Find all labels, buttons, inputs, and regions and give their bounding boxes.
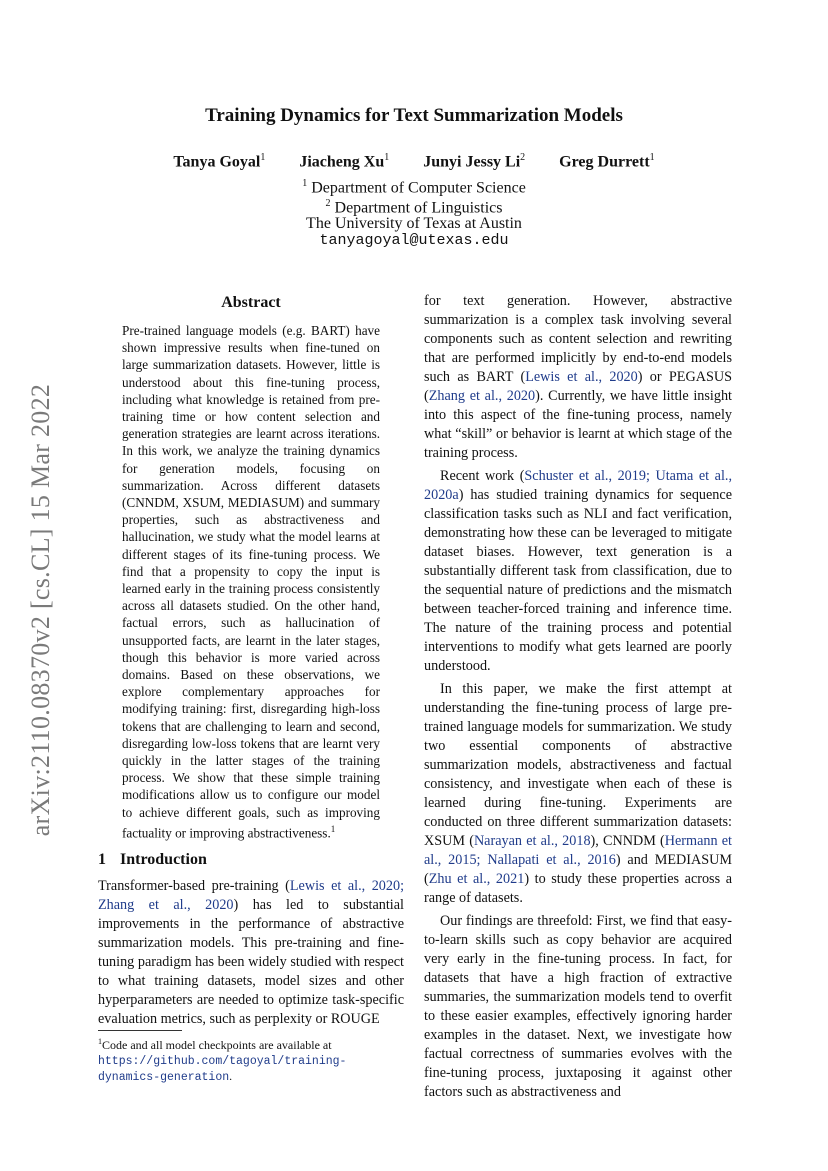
footnote: $^1$Code and all model checkpoints are available at https://github.com/tagoyal/training-dynamics-generation. (98, 1037, 347, 1084)
citation-link[interactable]: Hermann et al., 2015; Nallapati et al., 2016 (424, 833, 732, 868)
author: Tanya Goyal$^1$ (173, 152, 266, 171)
left-column (98, 292, 404, 1029)
right-column (424, 292, 732, 1102)
intro-paragraph: Transformer-based pre-training (Lewis et al., 2020; Zhang et al., 2020) has led to substantial improvements in the performance of abstractive summarization models. This pre-training and fine-tuning paradigm has been widely studied with respect to what training datasets, model sizes and other hyperparameters are needed to optimize task-specific evaluation metrics, such as perplexity or ROUGE (98, 878, 405, 1028)
abstract-text: Pre-trained language models (e.g. BART) have shown impressive results when fine-tuned on large summarization datasets. However, little is understood about this fine-tuning process, including what knowledge is retained from pre-training time or how content selection and generation strategies are learnt across iterations. In this work, we analyze the training dynamics for generation models, focusing on summarization. Across different datasets (CNNDM, XSUM, MEDIASUM) and summary properties, such as abstractiveness and hallucination, we study what the model learns at different stages of its fine-tuning process. We find that a propensity to copy the input is learned early in the training process consistently across all datasets studied. On the other hand, factual errors, such as hallucination of unsupported facts, are learnt in the later stages, though this behavior is more varied across domains. Based on these observations, we explore complementary approaches for modifying training: first, disregarding high-loss tokens that are challenging to learn and second, disregarding low-loss tokens that are learnt very quickly in the latter stages of the training process. We show that these simple training modifications allow us to configure our model to achieve different goals, such as improving factuality or improving abstractiveness.$^1$ (122, 323, 380, 841)
code-repository-link[interactable]: https://github.com/tagoyal/training-dynamics-generation (98, 1055, 347, 1084)
abstract-heading: Abstract (221, 294, 281, 311)
footnote-marker: 1 (330, 823, 336, 834)
section-heading-introduction (98, 851, 404, 869)
intro-paragraph-continued: for text generation. However, abstractive summarization is a complex task involving several components such as content selection and rewriting that are performed implicitly by end-to-end models such as BART (Lewis et al., 2020) or PEGASUS (Zhang et al., 2020). Currently, we have little insight into this aspect of the fine-tuning process, namely what “skill” or behavior is learnt at which stage of the training process. (424, 293, 732, 461)
intro-paragraph: Recent work (Schuster et al., 2019; Utama et al., 2020a) has studied training dynamics for sequence classification tasks such as NLI and fact verification, demonstrating how these can be leveraged to mitigate dataset biases. However, text generation is a substantially different task from classification, due to the sequential nature of predictions and the mismatch between teacher-forced training and inference time. The nature of the training process and potential interventions to modify what gets learned are poorly understood. (424, 468, 732, 674)
section-number: 1 (98, 851, 106, 869)
institution: The University of Texas at Austin (306, 215, 522, 232)
citation-link[interactable]: Lewis et al., 2020; Zhang et al., 2020 (98, 878, 405, 914)
arxiv-side-stamp (6, 360, 76, 860)
citation-link[interactable]: Zhu et al., 2021 (428, 871, 525, 887)
paper-title: Training Dynamics for Text Summarization Models (205, 105, 623, 126)
intro-paragraph: In this paper, we make the first attempt at understanding the fine-tuning process of large pre-trained language models for summarization. We study two essential components of abstractive summarization models, abstractiveness and factual consistency, and investigate when each of these is learned during fine-tuning. Experiments are conducted on three different summarization datasets: XSUM (Narayan et al., 2018), CNNDM (Hermann et al., 2015; Nallapati et al., 2016) and MEDIASUM (Zhu et al., 2021) to study these properties across a range of datasets. (424, 681, 732, 906)
citation-link[interactable]: Narayan et al., 2018 (473, 833, 591, 849)
citation-link[interactable]: Schuster et al., 2019; Utama et al., 2020a (424, 468, 732, 503)
citation-link[interactable]: Lewis et al., 2020 (525, 369, 638, 385)
affiliation-linguistics: $^2$ Department of Linguistics (325, 198, 503, 217)
author: Junyi Jessy Li$^2$ (423, 152, 526, 171)
arxiv-identifier: arXiv:2110.08370v2 [cs.CL] 15 Mar 2022 (26, 383, 55, 837)
affiliation-cs: $^1$ Department of Computer Science (302, 178, 526, 197)
author-email: tanyagoyal@utexas.edu (319, 232, 509, 249)
author: Jiacheng Xu$^1$ (299, 152, 390, 171)
intro-paragraph: Our findings are threefold: First, we find that easy-to-learn skills such as copy behavior are acquired very early in the fine-tuning process. In fact, for datasets that have a high fraction of extractive summaries, the summarization models tend to overfit to these easier examples, effectively ignoring harder examples in the dataset. Next, we investigate how factual correctness of summaries evolves with the fine-tuning process, juxtaposing it against other factors such as abstractiveness and (424, 913, 732, 1100)
author-list (100, 152, 728, 171)
citation-link[interactable]: Zhang et al., 2020 (428, 388, 536, 404)
section-title: Introduction (120, 851, 207, 869)
author: Greg Durrett$^1$ (559, 152, 655, 171)
footnote-divider (98, 1030, 182, 1031)
